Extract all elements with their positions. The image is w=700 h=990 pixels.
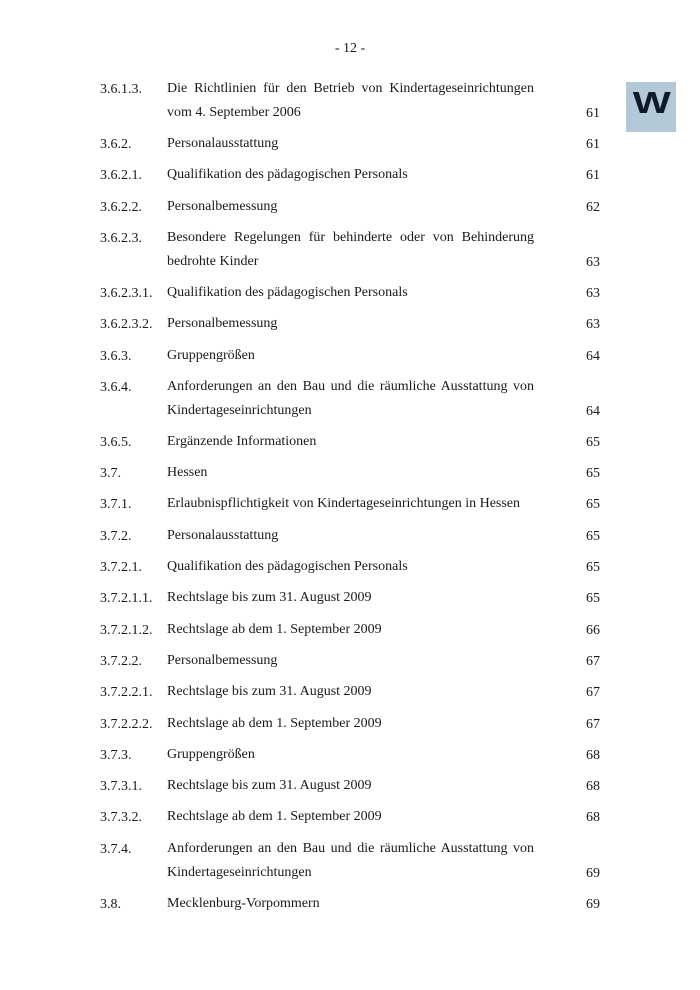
toc-entry-page: 65	[586, 591, 600, 607]
toc-entry-title: Rechtslage bis zum 31. August 2009	[167, 684, 372, 700]
toc-entry-title: Rechtslage ab dem 1. September 2009	[167, 809, 382, 825]
toc-entry-title: Rechtslage bis zum 31. August 2009	[167, 590, 372, 606]
toc-entry-page: 67	[586, 685, 600, 701]
toc-entry-page: 65	[586, 528, 600, 544]
toc-entry-title: Qualifikation des pädagogischen Personals	[167, 559, 408, 574]
toc-entry-page: 64	[586, 403, 600, 419]
toc-entry-page: 68	[586, 747, 600, 763]
toc-entry-number: 3.7.2.	[100, 528, 132, 544]
toc-entry-title: Besondere Regelungen für behinderte oder von Behinderung bedrohte Kinder	[167, 229, 534, 269]
toc-entry-page: 68	[586, 810, 600, 826]
page-number: - 12 -	[334, 41, 366, 56]
toc-entry-title: Die Richtlinien für den Betrieb von Kindertageseinrichtungen vom 4. September 2006	[167, 81, 534, 120]
toc-entry-page: 65	[586, 497, 600, 513]
toc-entry-number: 3.6.2.3.	[100, 230, 142, 246]
toc-entry-number: 3.7.2.1.1.	[100, 591, 153, 607]
toc-entry-page: 68	[586, 779, 600, 795]
toc-entry-number: 3.7.2.1.2.	[100, 622, 153, 638]
toc-entry-number: 3.6.1.3.	[100, 82, 142, 97]
toc-entry-page: 65	[586, 466, 600, 482]
toc-entry-page: 67	[586, 653, 600, 669]
toc-entry-number: 3.7.3.2.	[100, 810, 142, 826]
logo-badge	[626, 82, 676, 132]
toc-entry-title: Qualifikation des pädagogischen Personals	[167, 167, 408, 183]
toc-entry-page: 69	[586, 896, 600, 912]
toc-entry-title: Gruppengrößen	[167, 347, 255, 363]
toc-entry-page: 65	[586, 560, 600, 575]
toc-entry-number: 3.7.	[100, 466, 121, 482]
toc-entry-number: 3.6.4.	[100, 379, 132, 395]
toc-entry-page: 62	[586, 199, 600, 215]
toc-entry-page: 61	[586, 168, 600, 184]
toc-entry-number: 3.7.1.	[100, 497, 132, 513]
toc-entry-number: 3.6.2.2.	[100, 199, 142, 215]
toc-entry-title: Rechtslage ab dem 1. September 2009	[167, 715, 382, 731]
toc-entry-title: Personalbemessung	[167, 316, 278, 332]
toc-entry-title: Mecklenburg-Vorpommern	[167, 895, 320, 911]
toc-entry-title: Rechtslage bis zum 31. August 2009	[167, 778, 372, 794]
toc-entry-number: 3.6.2.3.1.	[100, 285, 153, 301]
toc-entry-page: 66	[586, 622, 600, 638]
toc-entry-page: 61	[586, 137, 600, 152]
toc-entry-title: Anforderungen an den Bau und die räumliche Ausstattung von Kindertageseinrichtungen	[167, 840, 534, 880]
toc-entry-title: Personalausstattung	[167, 527, 279, 543]
toc-entry-number: 3.7.2.2.2.	[100, 716, 153, 732]
toc-entry-title: Personalbemessung	[167, 198, 278, 214]
toc-entry-page: 69	[586, 865, 600, 881]
toc-entry-page: 63	[586, 317, 600, 333]
toc-entry-page: 67	[586, 716, 600, 732]
toc-entry-number: 3.7.2.2.	[100, 653, 142, 669]
toc-entry-page: 64	[586, 348, 600, 364]
toc-entry-number: 3.7.3.	[100, 747, 132, 763]
toc-entry-title: Ergänzende Informationen	[167, 433, 317, 449]
toc-entry-number: 3.6.5.	[100, 434, 132, 450]
toc-entry-number: 3.7.3.1.	[100, 779, 142, 795]
toc-entry-number: 3.6.2.	[100, 137, 132, 152]
logo-w-icon: W	[632, 85, 670, 120]
toc-entry-title: Personalausstattung	[167, 136, 279, 151]
toc-entry-title: Anforderungen an den Bau und die räumliche Ausstattung von Kindertageseinrichtungen	[167, 378, 534, 418]
toc-entry-title: Gruppengrößen	[167, 746, 255, 762]
toc-entry-title: Erlaubnispflichtigkeit von Kindertageseinrichtungen in Hessen	[167, 496, 521, 512]
toc-entry-number: 3.6.2.3.2.	[100, 317, 153, 333]
toc-entry-number: 3.7.2.1.	[100, 560, 142, 575]
toc-entry-title: Personalbemessung	[167, 652, 278, 668]
toc-entry-page: 63	[586, 285, 600, 301]
toc-entry-title: Qualifikation des pädagogischen Personals	[167, 284, 408, 300]
toc-entry-title: Hessen	[167, 465, 208, 481]
toc-entry-number: 3.6.2.1.	[100, 168, 142, 184]
toc-entry-number: 3.6.3.	[100, 348, 132, 364]
toc-entry-page: 63	[586, 254, 600, 270]
toc-entry-page: 65	[586, 434, 600, 450]
toc-entry-number: 3.8.	[100, 896, 121, 912]
toc-entry-number: 3.7.2.2.1.	[100, 685, 153, 701]
toc-entry-number: 3.7.4.	[100, 841, 132, 857]
toc-entry-page: 61	[586, 106, 600, 121]
toc-entry-title: Rechtslage ab dem 1. September 2009	[167, 621, 382, 637]
